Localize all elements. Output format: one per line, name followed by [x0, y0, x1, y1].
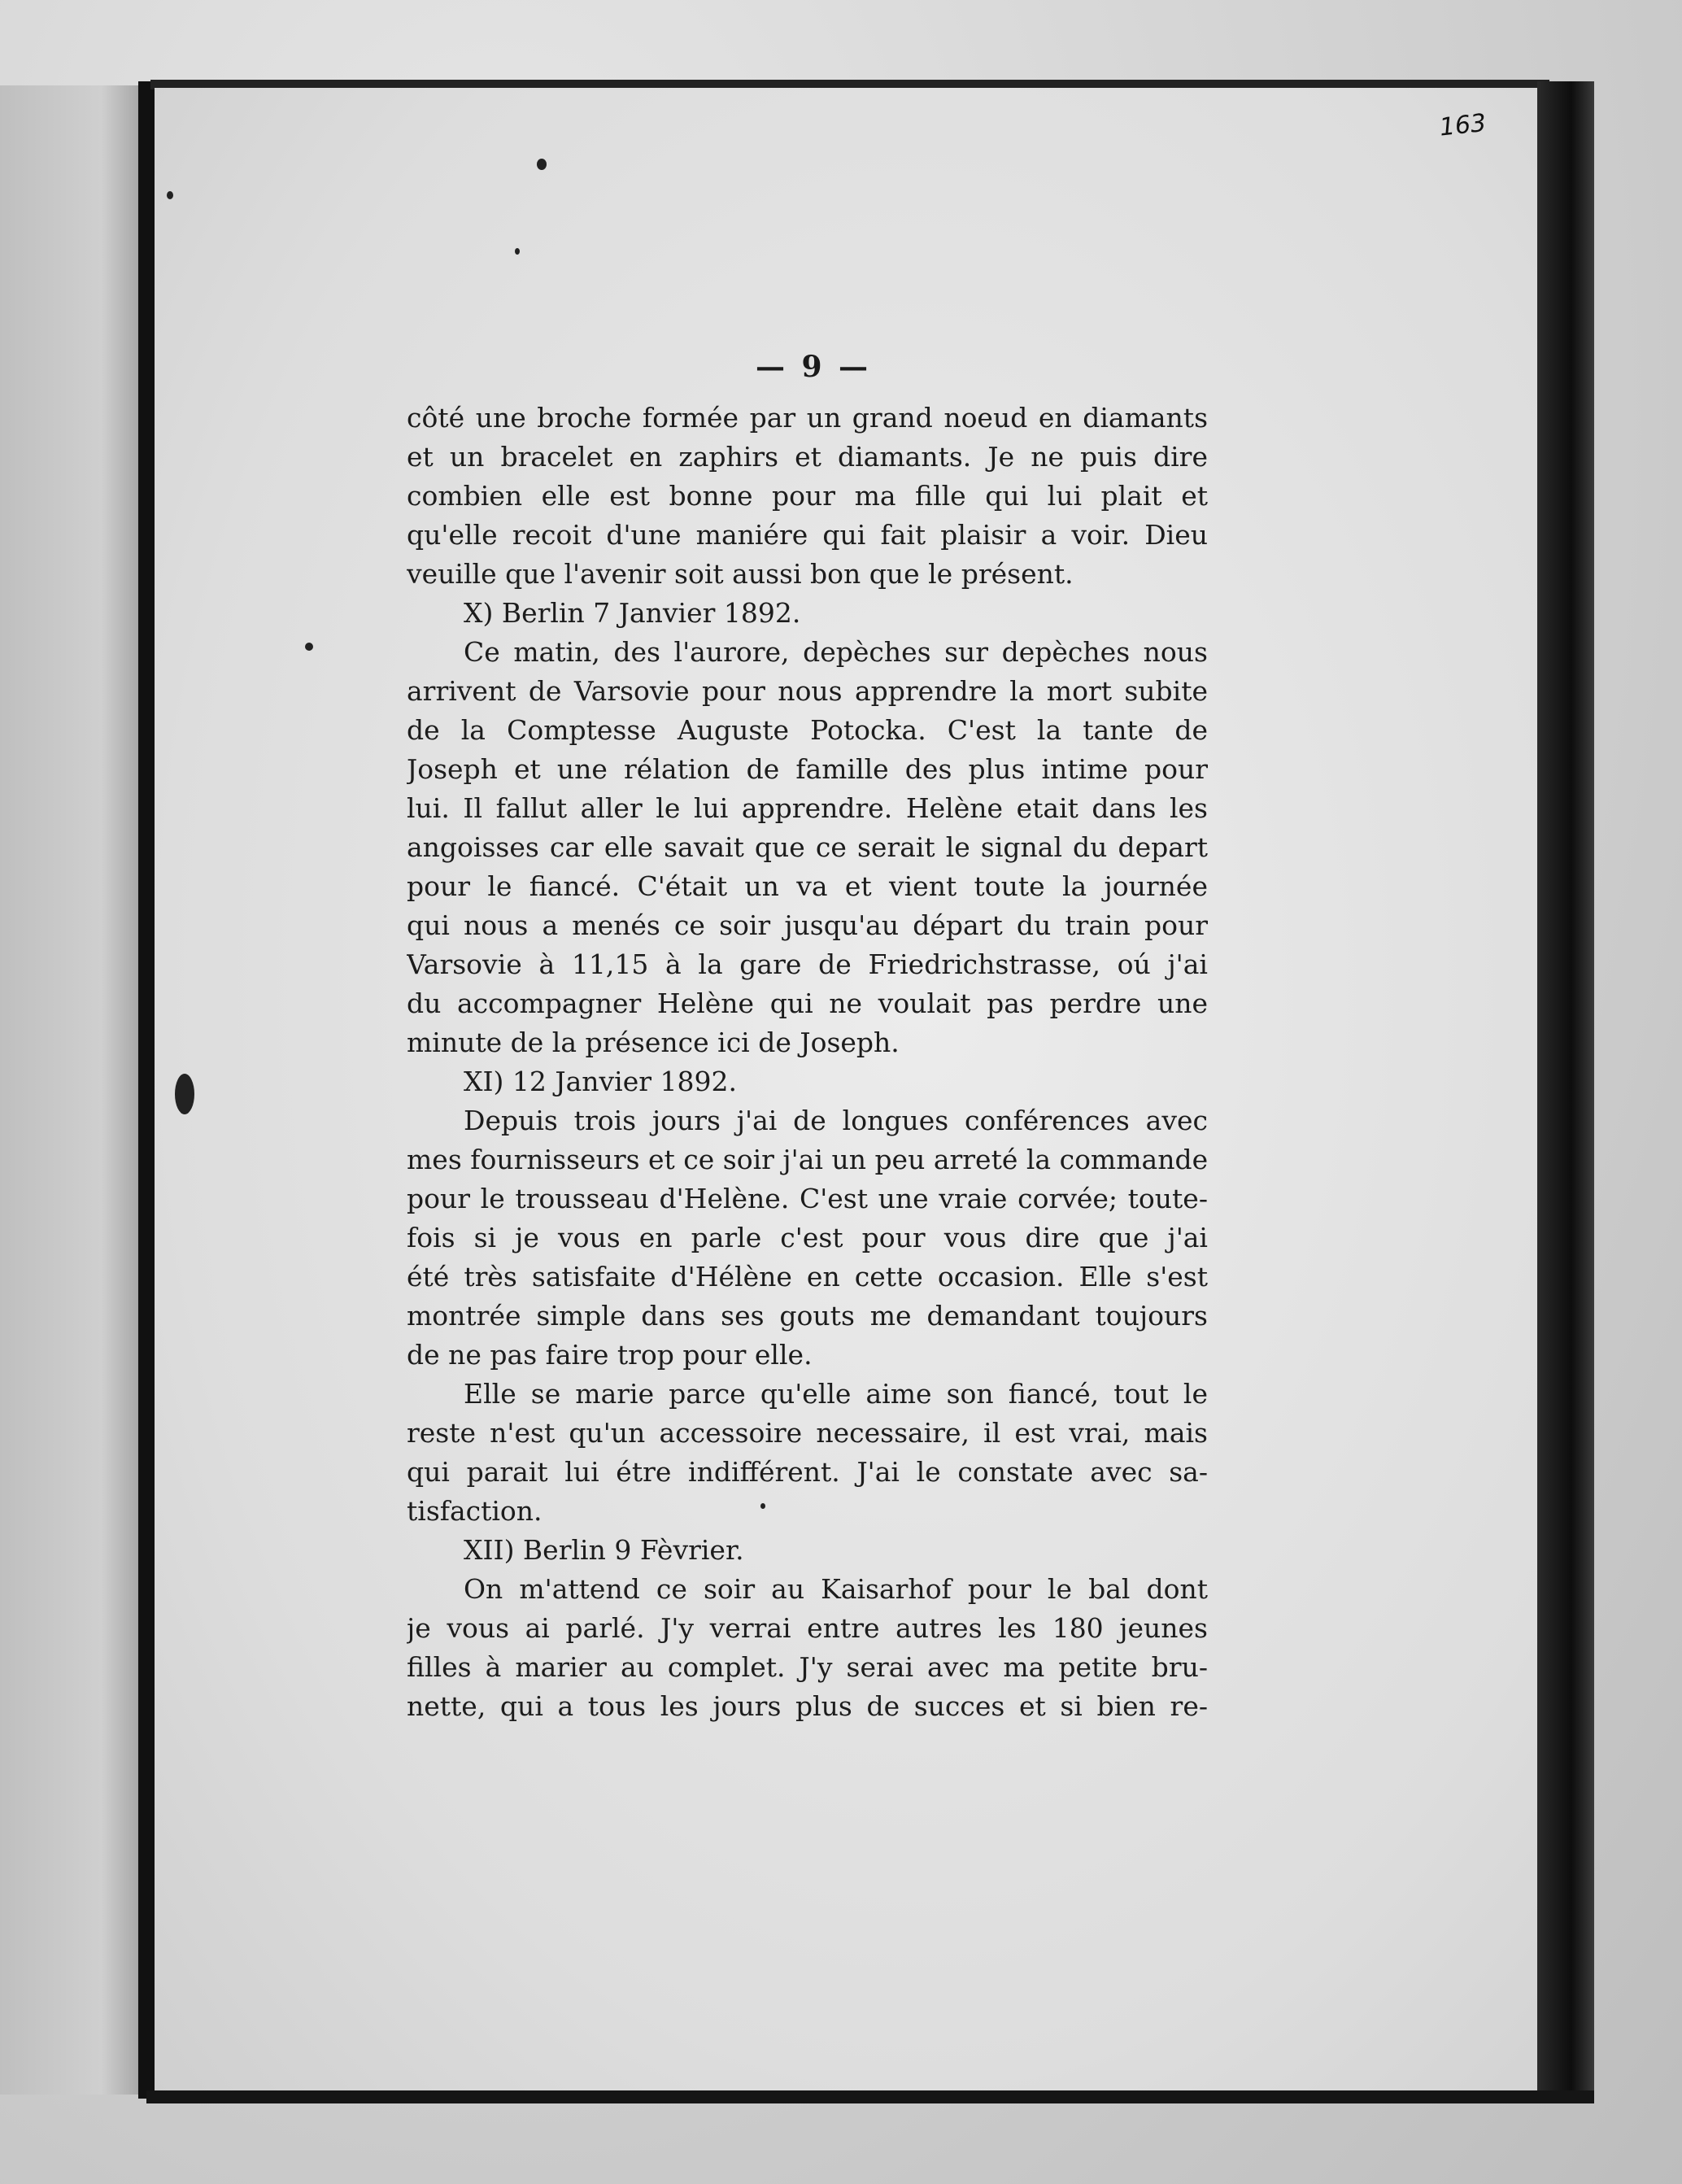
text-line: je vous ai parlé. J'y verrai entre autres les 180 jeunes — [407, 1612, 1208, 1644]
text-line: été très satisfaite d'Hélène en cette occasion. Elle s'est — [407, 1261, 1208, 1293]
body-text — [407, 399, 1208, 1726]
text-line: angoisses car elle savait que ce serait le signal du depart — [407, 831, 1208, 863]
text-line: tisfaction. — [407, 1495, 543, 1527]
page-number: — 9 — — [755, 350, 872, 384]
ink-speck — [515, 248, 520, 255]
text-line: reste n'est qu'un accessoire necessaire, il est vrai, mais — [407, 1417, 1208, 1449]
text-line: qui parait lui étre indifférent. J'ai le constate avec sa- — [407, 1456, 1208, 1488]
text-line: de ne pas faire trop pour elle. — [407, 1339, 813, 1371]
text-line: de la Comptesse Auguste Potocka. C'est la tante de — [407, 714, 1208, 746]
text-line: On m'attend ce soir au Kaisarhof pour le bal dont — [464, 1573, 1208, 1605]
text-line: Elle se marie parce qu'elle aime son fiancé, tout le — [464, 1378, 1208, 1410]
text-line: Varsovie à 11,15 à la gare de Friedrichstrasse, oú j'ai — [407, 948, 1208, 980]
text-line: fois si je vous en parle c'est pour vous dire que j'ai — [407, 1222, 1208, 1253]
text-line: nette, qui a tous les jours plus de succes et si bien re- — [407, 1690, 1208, 1722]
text-line: et un bracelet en zaphirs et diamants. Je ne puis dire — [407, 441, 1208, 473]
text-line: côté une broche formée par un grand noeud en diamants — [407, 402, 1208, 434]
text-line: Depuis trois jours j'ai de longues conférences avec — [464, 1105, 1208, 1136]
text-line: montrée simple dans ses gouts me demandant toujours — [407, 1300, 1208, 1332]
text-line: veuille que l'avenir soit aussi bon que le présent. — [407, 558, 1074, 590]
text-line: arrivent de Varsovie pour nous apprendre la mort subite — [407, 675, 1208, 707]
text-line: pour le trousseau d'Helène. C'est une vraie corvée; toute- — [407, 1183, 1208, 1214]
text-line: qui nous a menés ce soir jusqu'au départ du train pour — [407, 909, 1208, 941]
text-line: Joseph et une rélation de famille des plus intime pour — [407, 753, 1208, 785]
text-line: qu'elle recoit d'une maniére qui fait plaisir a voir. Dieu — [407, 519, 1208, 551]
ink-speck — [167, 191, 173, 199]
ink-speck — [305, 643, 313, 651]
text-line: minute de la présence ici de Joseph. — [407, 1027, 900, 1058]
text-line: filles à marier au complet. J'y serai avec ma petite bru- — [407, 1651, 1208, 1683]
text-line: du accompagner Helène qui ne voulait pas perdre une — [407, 987, 1208, 1019]
text-line: pour le fiancé. C'était un va et vient toute la journée — [407, 870, 1208, 902]
ink-speck — [537, 159, 547, 170]
page-bottom-edge — [146, 2090, 1594, 2103]
previous-page-fragment — [0, 85, 145, 2095]
page-right-edge — [1537, 81, 1594, 2090]
ink-speck — [760, 1503, 765, 1509]
handwritten-folio-number: 163 — [1438, 108, 1488, 142]
ink-speck — [175, 1074, 194, 1114]
entry-heading: XII) Berlin 9 Fèvrier. — [464, 1534, 744, 1566]
text-line: Ce matin, des l'aurore, depèches sur depèches nous — [464, 636, 1208, 668]
text-line: combien elle est bonne pour ma fille qui lui plait et — [407, 480, 1208, 512]
text-line: mes fournisseurs et ce soir j'ai un peu arreté la commande — [407, 1144, 1208, 1175]
text-line: lui. Il fallut aller le lui apprendre. Helène etait dans les — [407, 792, 1208, 824]
entry-heading: X) Berlin 7 Janvier 1892. — [464, 597, 801, 629]
entry-heading: XI) 12 Janvier 1892. — [464, 1066, 737, 1097]
